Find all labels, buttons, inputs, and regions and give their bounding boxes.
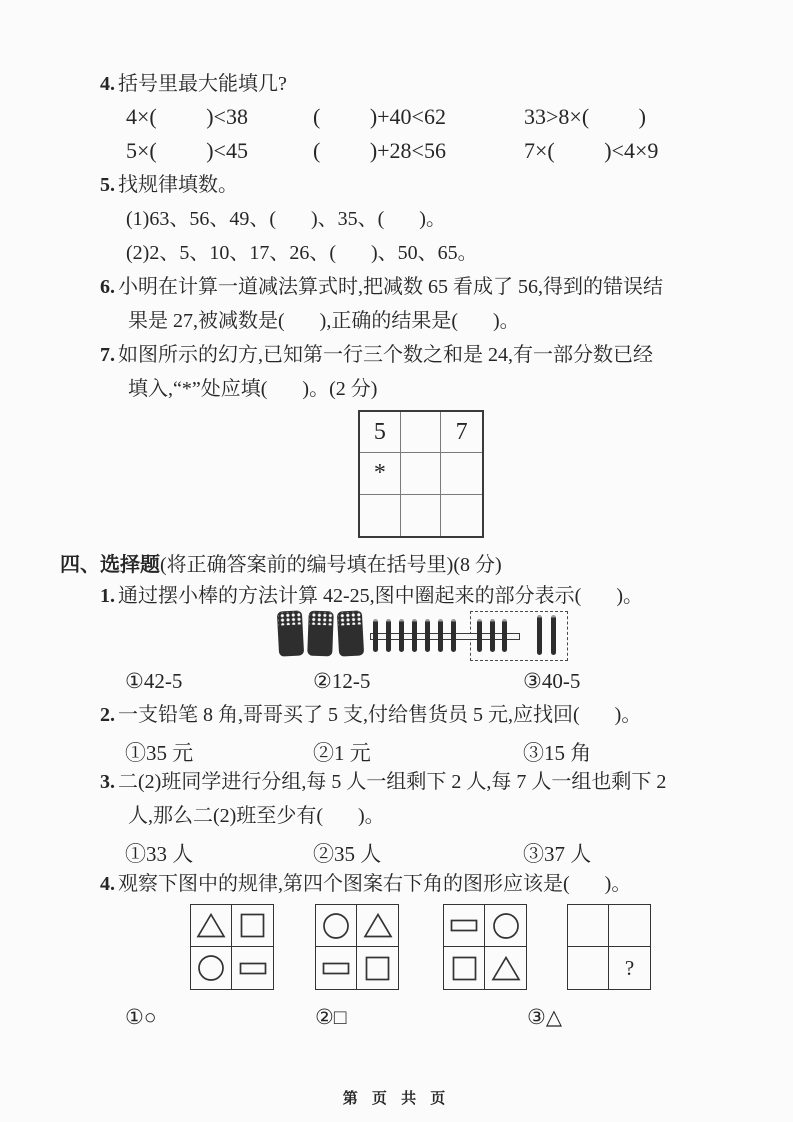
single-stick-icon bbox=[477, 619, 482, 652]
sticks-figure bbox=[276, 608, 568, 666]
choice-4-option-2: ②□ bbox=[315, 1005, 347, 1029]
section-4-heading-rest: (将正确答案前的编号填在括号里)(8 分) bbox=[160, 554, 502, 576]
section-4-heading-bold: 四、选择题 bbox=[60, 554, 160, 576]
choice-question-1 bbox=[100, 584, 643, 609]
question-5-title bbox=[100, 173, 238, 198]
question-5-text: 找规律填数。 bbox=[118, 174, 238, 196]
question-7-number: 7. bbox=[100, 344, 115, 366]
choice-1-option-1: ①42-5 bbox=[125, 669, 183, 693]
pattern-grid-4 bbox=[567, 904, 651, 990]
magic-square-cell bbox=[441, 453, 482, 494]
triangle-icon bbox=[357, 905, 398, 947]
choice-1-option-3: ③40-5 bbox=[523, 669, 581, 693]
square-icon bbox=[232, 905, 273, 947]
choice-question-2 bbox=[100, 703, 641, 728]
single-stick-icon bbox=[386, 619, 391, 652]
triangle-icon bbox=[485, 947, 526, 989]
equation-blank: ( )+28<56 bbox=[313, 138, 446, 163]
question-4-text: 括号里最大能填几? bbox=[118, 73, 287, 95]
sequence-item-1: (1)63、56、49、( )、35、( )。 bbox=[126, 208, 446, 230]
choice-3-text: 二(2)班同学进行分组,每 5 人一组剩下 2 人,每 7 人一组也剩下 2 bbox=[118, 771, 667, 793]
pattern-grid-1 bbox=[190, 904, 274, 990]
page-footer: 第 页 共 页 bbox=[342, 1090, 451, 1107]
pattern-shape-cell bbox=[568, 905, 609, 947]
pattern-shape-cell bbox=[609, 905, 650, 947]
bundle-stick-ends bbox=[338, 611, 362, 625]
circle-icon bbox=[485, 905, 526, 947]
magic-square-grid bbox=[358, 410, 484, 538]
section-4-heading bbox=[60, 548, 502, 577]
sticks-bar bbox=[370, 633, 520, 640]
equation-blank: 4×( )<38 bbox=[126, 104, 248, 129]
rect-icon bbox=[232, 947, 273, 989]
magic-square-cell: 7 bbox=[441, 412, 482, 453]
choice-3-option-1: ①33 人 bbox=[125, 842, 194, 866]
question-7-line2: 填入,“*”处应填( )。(2 分) bbox=[128, 378, 378, 400]
choice-4-number: 4. bbox=[100, 873, 115, 895]
sequence-item-2: (2)2、5、10、17、26、( )、50、65。 bbox=[126, 242, 478, 264]
question-7-line1 bbox=[100, 343, 653, 368]
stick-bundle-icon bbox=[277, 610, 304, 656]
magic-square-cell: 5 bbox=[360, 412, 401, 453]
question-6-number: 6. bbox=[100, 276, 115, 298]
bundle-stick-ends bbox=[278, 611, 302, 625]
choice-3-number: 3. bbox=[100, 771, 115, 793]
single-stick-icon bbox=[425, 619, 430, 652]
choice-2-number: 2. bbox=[100, 704, 115, 726]
choice-4-option-3: ③△ bbox=[527, 1005, 562, 1029]
magic-square-cell: * bbox=[360, 453, 401, 494]
single-stick-icon bbox=[551, 615, 556, 655]
choice-1-option-2: ②12-5 bbox=[313, 669, 371, 693]
single-stick-icon bbox=[373, 619, 378, 652]
magic-square-cell bbox=[360, 495, 401, 536]
single-stick-icon bbox=[438, 619, 443, 652]
rect-icon bbox=[316, 947, 357, 989]
choice-3-option-3: ③37 人 bbox=[523, 842, 592, 866]
pattern-grid-3 bbox=[443, 904, 527, 990]
single-stick-icon bbox=[537, 615, 542, 655]
question-5-number: 5. bbox=[100, 174, 115, 196]
single-stick-icon bbox=[399, 619, 404, 652]
stick-bundle-icon bbox=[337, 610, 364, 656]
magic-square-cell bbox=[401, 453, 442, 494]
question-4-number: 4. bbox=[100, 73, 115, 95]
question-icon: ? bbox=[624, 955, 635, 980]
choice-1-number: 1. bbox=[100, 585, 115, 607]
triangle-icon bbox=[191, 905, 232, 947]
circle-icon bbox=[316, 905, 357, 947]
single-stick-icon bbox=[502, 619, 507, 652]
magic-square-cell bbox=[401, 495, 442, 536]
question-7-text: 如图所示的幻方,已知第一行三个数之和是 24,有一部分数已经 bbox=[118, 344, 653, 366]
choice-question-3-line2: 人,那么二(2)班至少有( )。 bbox=[128, 805, 385, 827]
choice-2-option-3: ③15 角 bbox=[523, 741, 592, 765]
choice-question-4 bbox=[100, 872, 631, 897]
choice-2-option-1: ①35 元 bbox=[125, 741, 194, 765]
magic-square-cell bbox=[441, 495, 482, 536]
stick-bundle-icon bbox=[307, 611, 334, 657]
equation-blank: 5×( )<45 bbox=[126, 138, 248, 163]
question-4-title bbox=[100, 72, 287, 97]
choice-3-option-2: ②35 人 bbox=[313, 842, 382, 866]
choice-question-3-line1 bbox=[100, 770, 666, 795]
single-stick-icon bbox=[451, 619, 456, 652]
choice-4-text: 观察下图中的规律,第四个图案右下角的图形应该是( )。 bbox=[118, 873, 632, 895]
square-icon bbox=[357, 947, 398, 989]
choice-4-option-1: ①○ bbox=[125, 1005, 157, 1029]
question-6-line2: 果是 27,被减数是( ),正确的结果是( )。 bbox=[128, 310, 520, 332]
square-icon bbox=[444, 947, 485, 989]
single-stick-icon bbox=[412, 619, 417, 652]
equation-blank: ( )+40<62 bbox=[313, 104, 446, 129]
question-6-text: 小明在计算一道减法算式时,把减数 65 看成了 56,得到的错误结 bbox=[118, 276, 663, 298]
choice-2-option-2: ②1 元 bbox=[313, 741, 371, 765]
question-6-line1 bbox=[100, 275, 663, 300]
choice-2-text: 一支铅笔 8 角,哥哥买了 5 支,付给售货员 5 元,应找回( )。 bbox=[118, 704, 642, 726]
bundle-stick-ends bbox=[309, 612, 332, 626]
magic-square-cell bbox=[401, 412, 442, 453]
equation-blank: 7×( )<4×9 bbox=[524, 138, 659, 163]
single-stick-icon bbox=[490, 619, 495, 652]
equation-blank: 33>8×( ) bbox=[524, 104, 646, 129]
pattern-grid-2 bbox=[315, 904, 399, 990]
circle-icon bbox=[191, 947, 232, 989]
pattern-shape-cell bbox=[568, 947, 609, 989]
rect-icon bbox=[444, 905, 485, 947]
choice-1-text: 通过摆小棒的方法计算 42-25,图中圈起来的部分表示( )。 bbox=[118, 585, 643, 607]
